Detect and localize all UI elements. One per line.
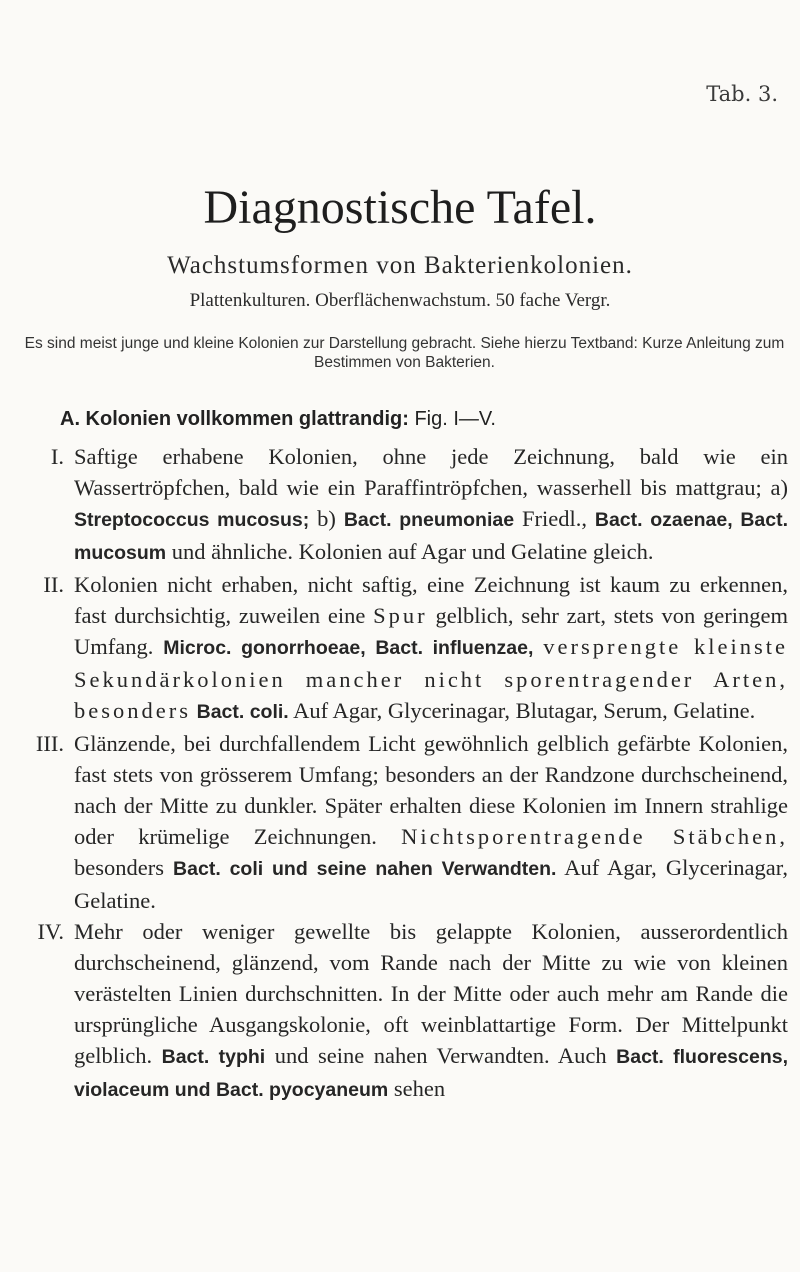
text-run: Glänzende, bei durchfallendem Licht gewöhnlich gelblich gefärbte Kolonien, fast stets von grösserem Umfang; besonders an der Randzone durchscheinend, nach der Mitte zu dunkler. Später erhalten diese Kolonien im Innern strahlige oder krümelige Zeichnungen. <box>74 731 788 849</box>
species-name: Bact. typhi <box>161 1046 266 1068</box>
culture-conditions: Plattenkulturen. Oberflächenwachstum. 50 fache Vergr. <box>189 290 611 311</box>
species-name: Bact. pneumoniae <box>343 509 515 531</box>
text-run: besonders <box>74 855 174 880</box>
species-name: Bact. fluorescens, violaceum und Bact. pyocyaneum <box>74 1046 789 1101</box>
text-run <box>533 634 543 659</box>
item-number: III. <box>35 731 64 756</box>
species-name: Streptococcus mucosus; <box>74 509 310 531</box>
text-run: b) <box>309 506 344 531</box>
item-text <box>74 569 788 728</box>
text-run: gelblich, sehr zart, stets von geringem Umfang. <box>74 603 788 659</box>
text-run: sehen <box>388 1076 446 1101</box>
description-item <box>18 441 788 569</box>
intro-note: Es sind meist junge und kleine Kolonien zur Darstellung gebracht. Siehe hierzu Textband: Kurze Anleitung zum Bestimmen von Bakterien. <box>24 335 785 371</box>
item-number: I. <box>50 444 64 469</box>
item-number: II. <box>43 572 64 597</box>
description-item <box>18 916 788 1106</box>
section-heading-figures: Fig. I—V. <box>414 408 496 430</box>
item-text <box>74 728 788 916</box>
species-name: Bact. coli. <box>196 701 289 723</box>
text-run: Mehr oder weniger gewellte bis gelappte Kolonien, ausserordentlich durchscheinend, glänzend, vom Rande nach der Mitte zu wie von kleinen verästelten Linien durchschnitten. In der Mitte oder auch mehr am Rande die ursprüngliche Ausgangskolonie, oft weinblattartige Form. Der Mittelpunkt gelblich. <box>74 919 788 1068</box>
plate-number: Tab. 3. <box>706 82 778 106</box>
text-run: Saftige erhabene Kolonien, ohne jede Zeichnung, bald wie ein Wassertröpfchen, bald wie ein Paraffintröpfchen, wasserhell bis mattgrau; a) <box>74 444 788 500</box>
description-item <box>18 569 788 728</box>
text-run: Auf Agar, Glycerinagar, Gelatine. <box>74 855 788 913</box>
species-name: Bact. coli und seine nahen Verwandten. <box>173 858 557 880</box>
item-text <box>74 441 788 569</box>
spaced-emphasis: versprengte kleinste Sekundärkolonien mancher nicht sporentragender Arten, besonders <box>74 634 789 723</box>
species-name: Bact. ozaenae, Bact. mucosum <box>74 509 789 564</box>
page-subtitle: Wachstumsformen von Bakterienkolonien. <box>167 252 633 279</box>
description-item <box>18 728 788 916</box>
text-run: und ähnliche. Kolonien auf Agar und Gelatine gleich. <box>166 539 654 564</box>
item-text <box>74 916 788 1106</box>
species-name: Microc. gonorrhoeae, Bact. influenzae, <box>163 637 534 659</box>
text-run: und seine nahen Verwandten. Auch <box>265 1043 617 1068</box>
text-run: Friedl., <box>514 506 595 531</box>
text-run: Kolonien nicht erhaben, nicht saftig, eine Zeichnung ist kaum zu erkennen, fast durchsichtig, zuweilen eine <box>74 572 788 628</box>
page-title: Diagnostische Tafel. <box>203 181 597 234</box>
description-list <box>18 441 788 1106</box>
item-number: IV. <box>37 919 64 944</box>
spaced-emphasis: Nichtsporentragende Stäbchen, <box>401 824 788 849</box>
spaced-emphasis: Spur <box>373 603 428 628</box>
section-heading-label: A. Kolonien vollkommen glattrandig: <box>60 408 409 430</box>
section-heading <box>60 408 496 431</box>
text-run: Auf Agar, Glycerinagar, Blutagar, Serum, Gelatine. <box>288 698 756 723</box>
